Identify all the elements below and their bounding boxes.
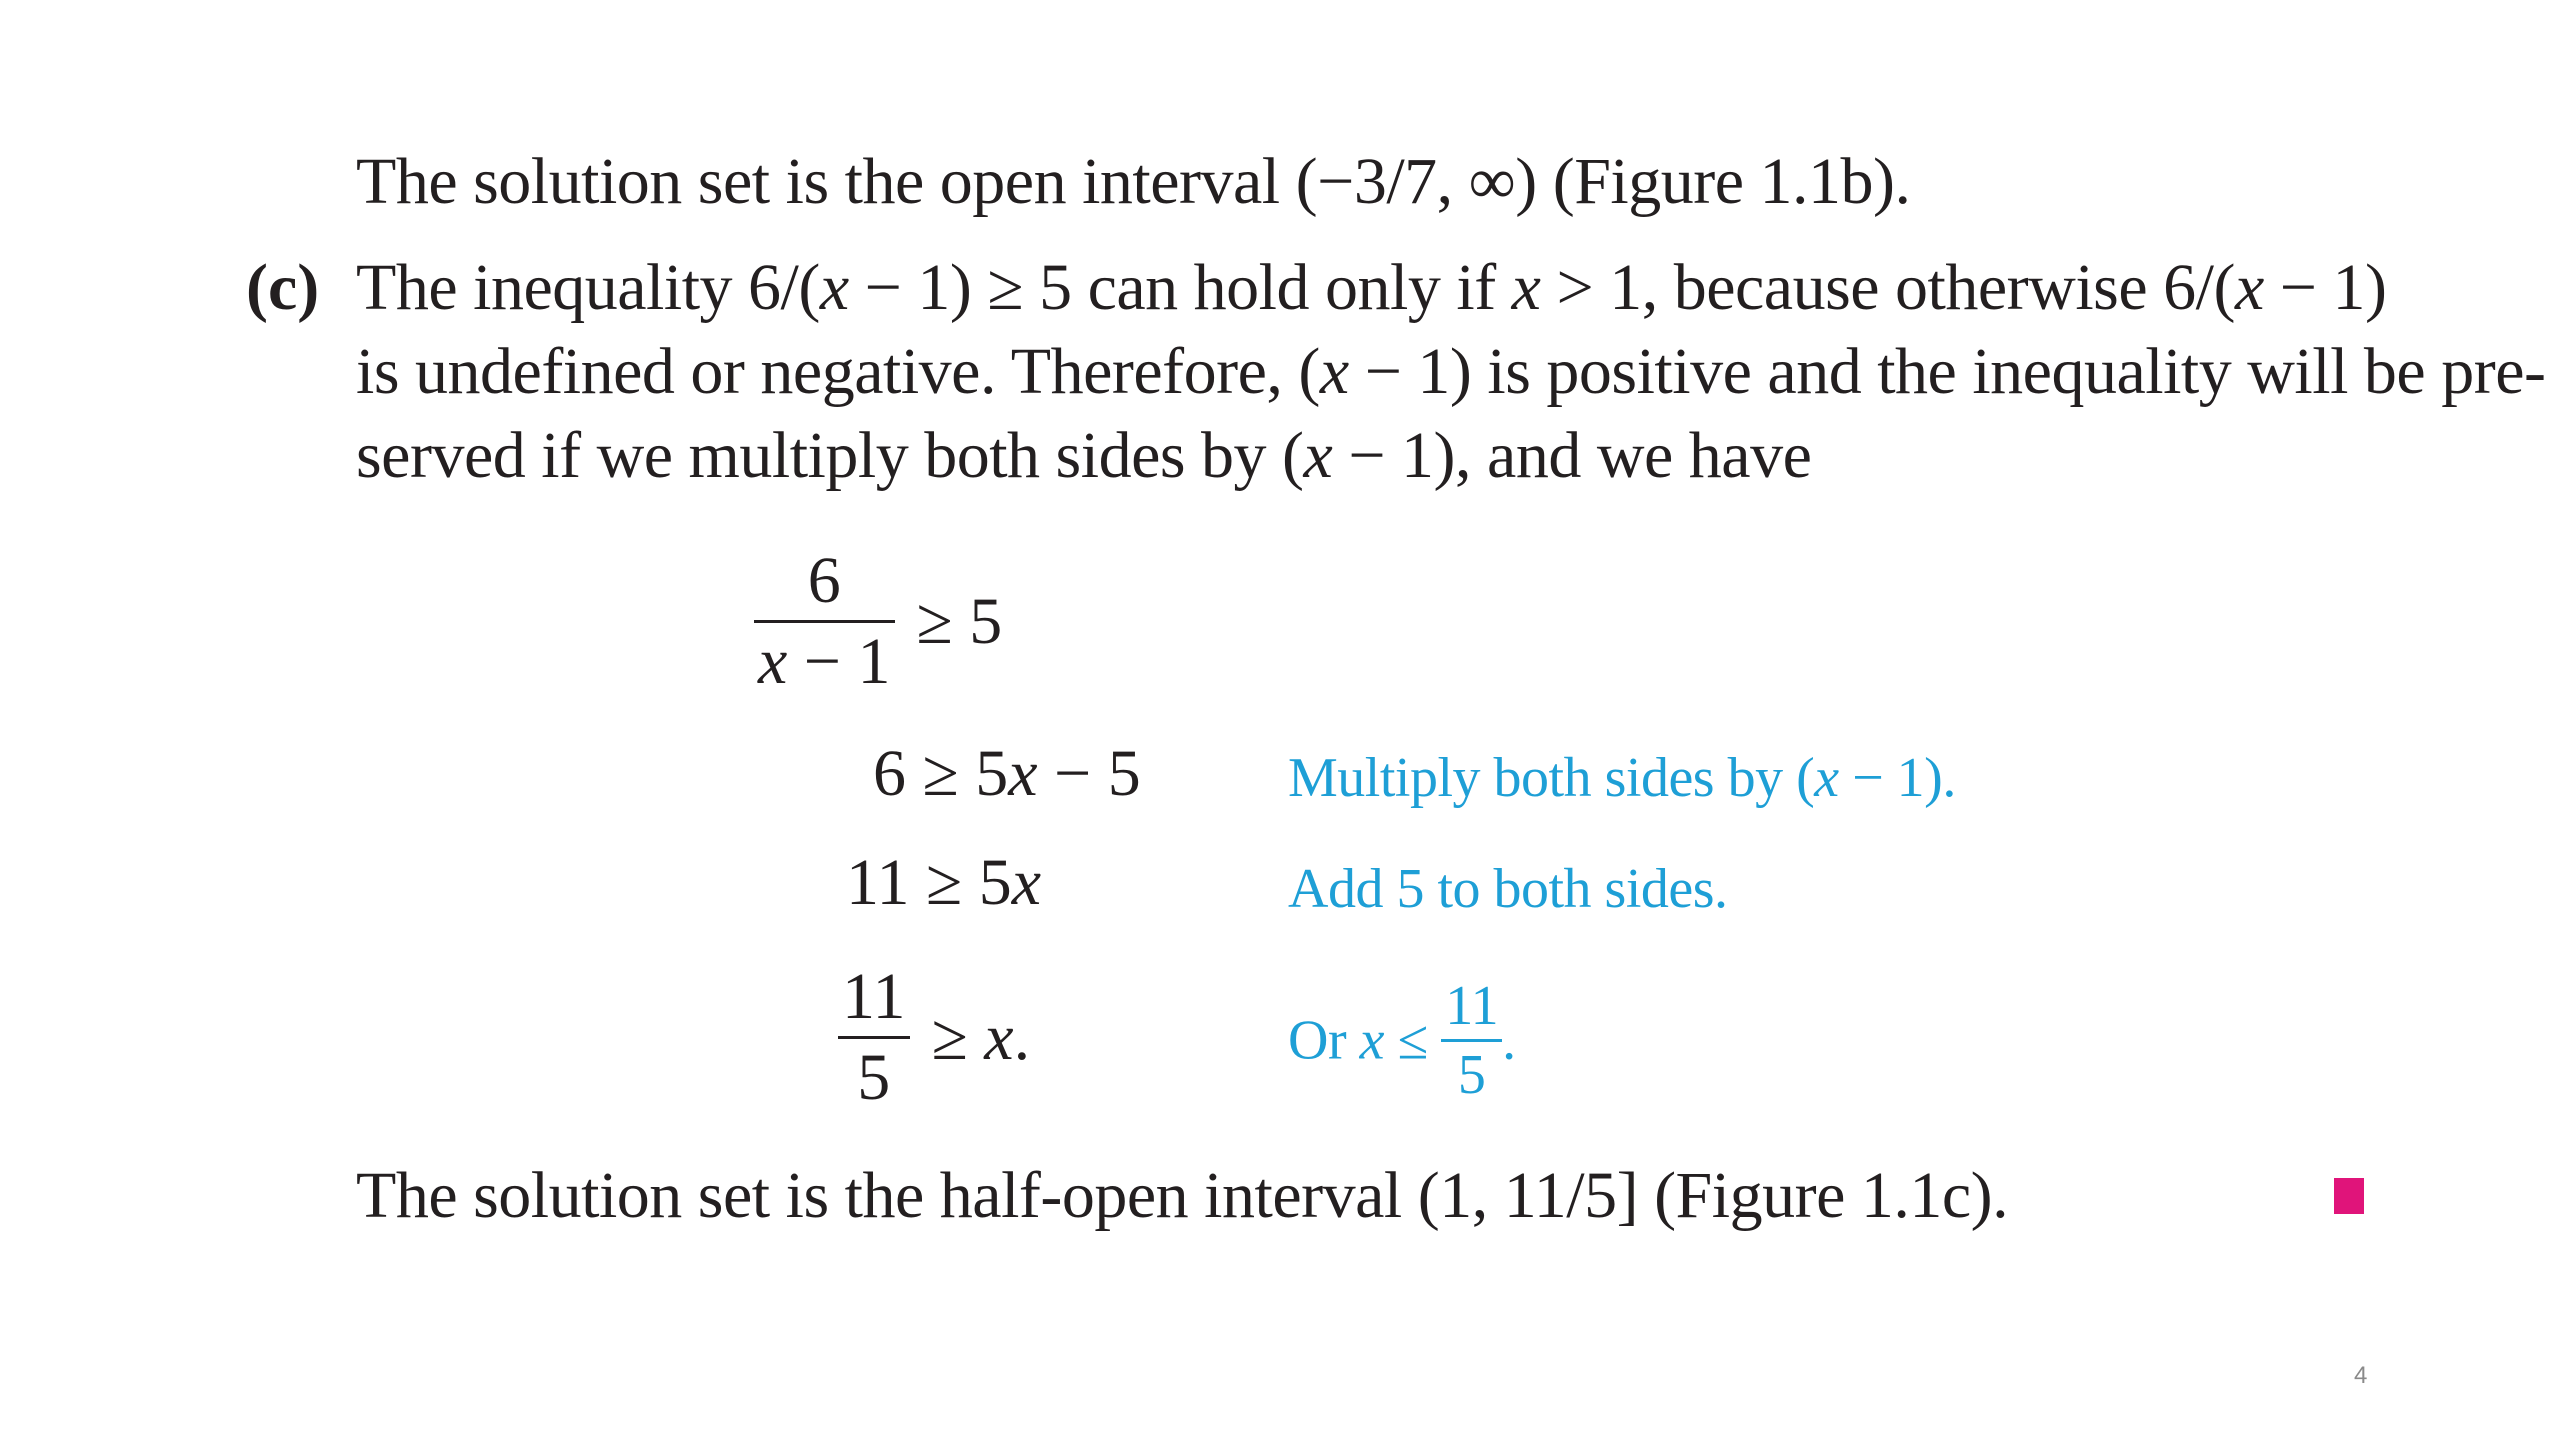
solution-set-open-interval-line: The solution set is the open interval (−3/7, ∞) (Figure 1.1b).	[356, 145, 1911, 218]
relation	[932, 1000, 1031, 1076]
variable-x: x	[819, 251, 849, 324]
fraction	[754, 544, 895, 699]
denominator: 5	[857, 1041, 891, 1114]
text-run: 6 ≥ 5	[873, 737, 1009, 810]
fraction-bar	[1441, 1039, 1502, 1042]
fraction	[1441, 975, 1502, 1106]
text-run: served if we multiply both sides by (	[356, 419, 1304, 492]
text-run: is undefined or negative. Therefore, (	[356, 335, 1320, 408]
text-run: − 1	[787, 625, 891, 698]
denominator	[754, 625, 895, 699]
paragraph-line-1	[356, 246, 2545, 330]
annotation-add-5: Add 5 to both sides.	[1288, 858, 1728, 920]
annotation-or-x-le	[1288, 975, 1516, 1106]
text-run: .	[1013, 1000, 1031, 1074]
text-run: Multiply both sides by (	[1288, 747, 1815, 809]
part-c-paragraph	[356, 246, 2545, 498]
numerator: 6	[807, 544, 841, 617]
text-run: The inequality 6/(	[356, 251, 820, 324]
text-run: − 1) is positive and the inequality will be pre-	[1348, 335, 2546, 408]
part-c-label: (c)	[246, 251, 320, 324]
variable-x: x	[1359, 1009, 1384, 1072]
numerator: 11	[1445, 975, 1499, 1037]
denominator: 5	[1457, 1044, 1486, 1106]
fraction-bar	[754, 620, 895, 623]
variable-x: x	[984, 1000, 1014, 1074]
text-run: 11 ≥ 5	[846, 846, 1012, 919]
variable-x: x	[1319, 335, 1349, 408]
text-run: − 1), and we have	[1332, 419, 1812, 492]
equation-fraction-inequality	[754, 544, 1002, 699]
text-run: − 1)	[2263, 251, 2387, 324]
page-number: 4	[2354, 1362, 2368, 1389]
text-run: ≥	[931, 1000, 985, 1074]
paragraph-line-3	[356, 414, 2545, 498]
paragraph-line-2	[356, 330, 2545, 414]
variable-x: x	[2234, 251, 2264, 324]
equation-step-4	[838, 960, 1030, 1115]
text-run: − 1).	[1838, 747, 1956, 809]
fraction-bar	[838, 1036, 910, 1039]
equation-step-3	[846, 845, 1041, 921]
end-of-example-square-icon	[2334, 1178, 2364, 1214]
variable-x: x	[1511, 251, 1541, 324]
text-run: ≤	[1383, 1009, 1442, 1072]
text-run: − 1) ≥ 5 can hold only if	[848, 251, 1512, 324]
annotation-multiply	[1288, 746, 1956, 810]
solution-set-half-open-interval-line: The solution set is the half-open interval (1, 11/5] (Figure 1.1c).	[356, 1159, 2009, 1232]
text-run: − 5	[1037, 737, 1141, 810]
variable-x: x	[1008, 737, 1038, 810]
equation-step-2	[873, 736, 1141, 812]
variable-x: x	[1814, 747, 1839, 809]
variable-x: x	[1303, 419, 1333, 492]
text-run: .	[1502, 1009, 1516, 1072]
fraction	[838, 960, 910, 1115]
text-run: > 1, because otherwise 6/(	[1540, 251, 2235, 324]
variable-x: x	[1011, 846, 1042, 919]
relation: ≥ 5	[916, 584, 1003, 658]
variable-x: x	[758, 625, 788, 698]
text-run: Or	[1288, 1009, 1360, 1072]
numerator: 11	[842, 960, 906, 1033]
